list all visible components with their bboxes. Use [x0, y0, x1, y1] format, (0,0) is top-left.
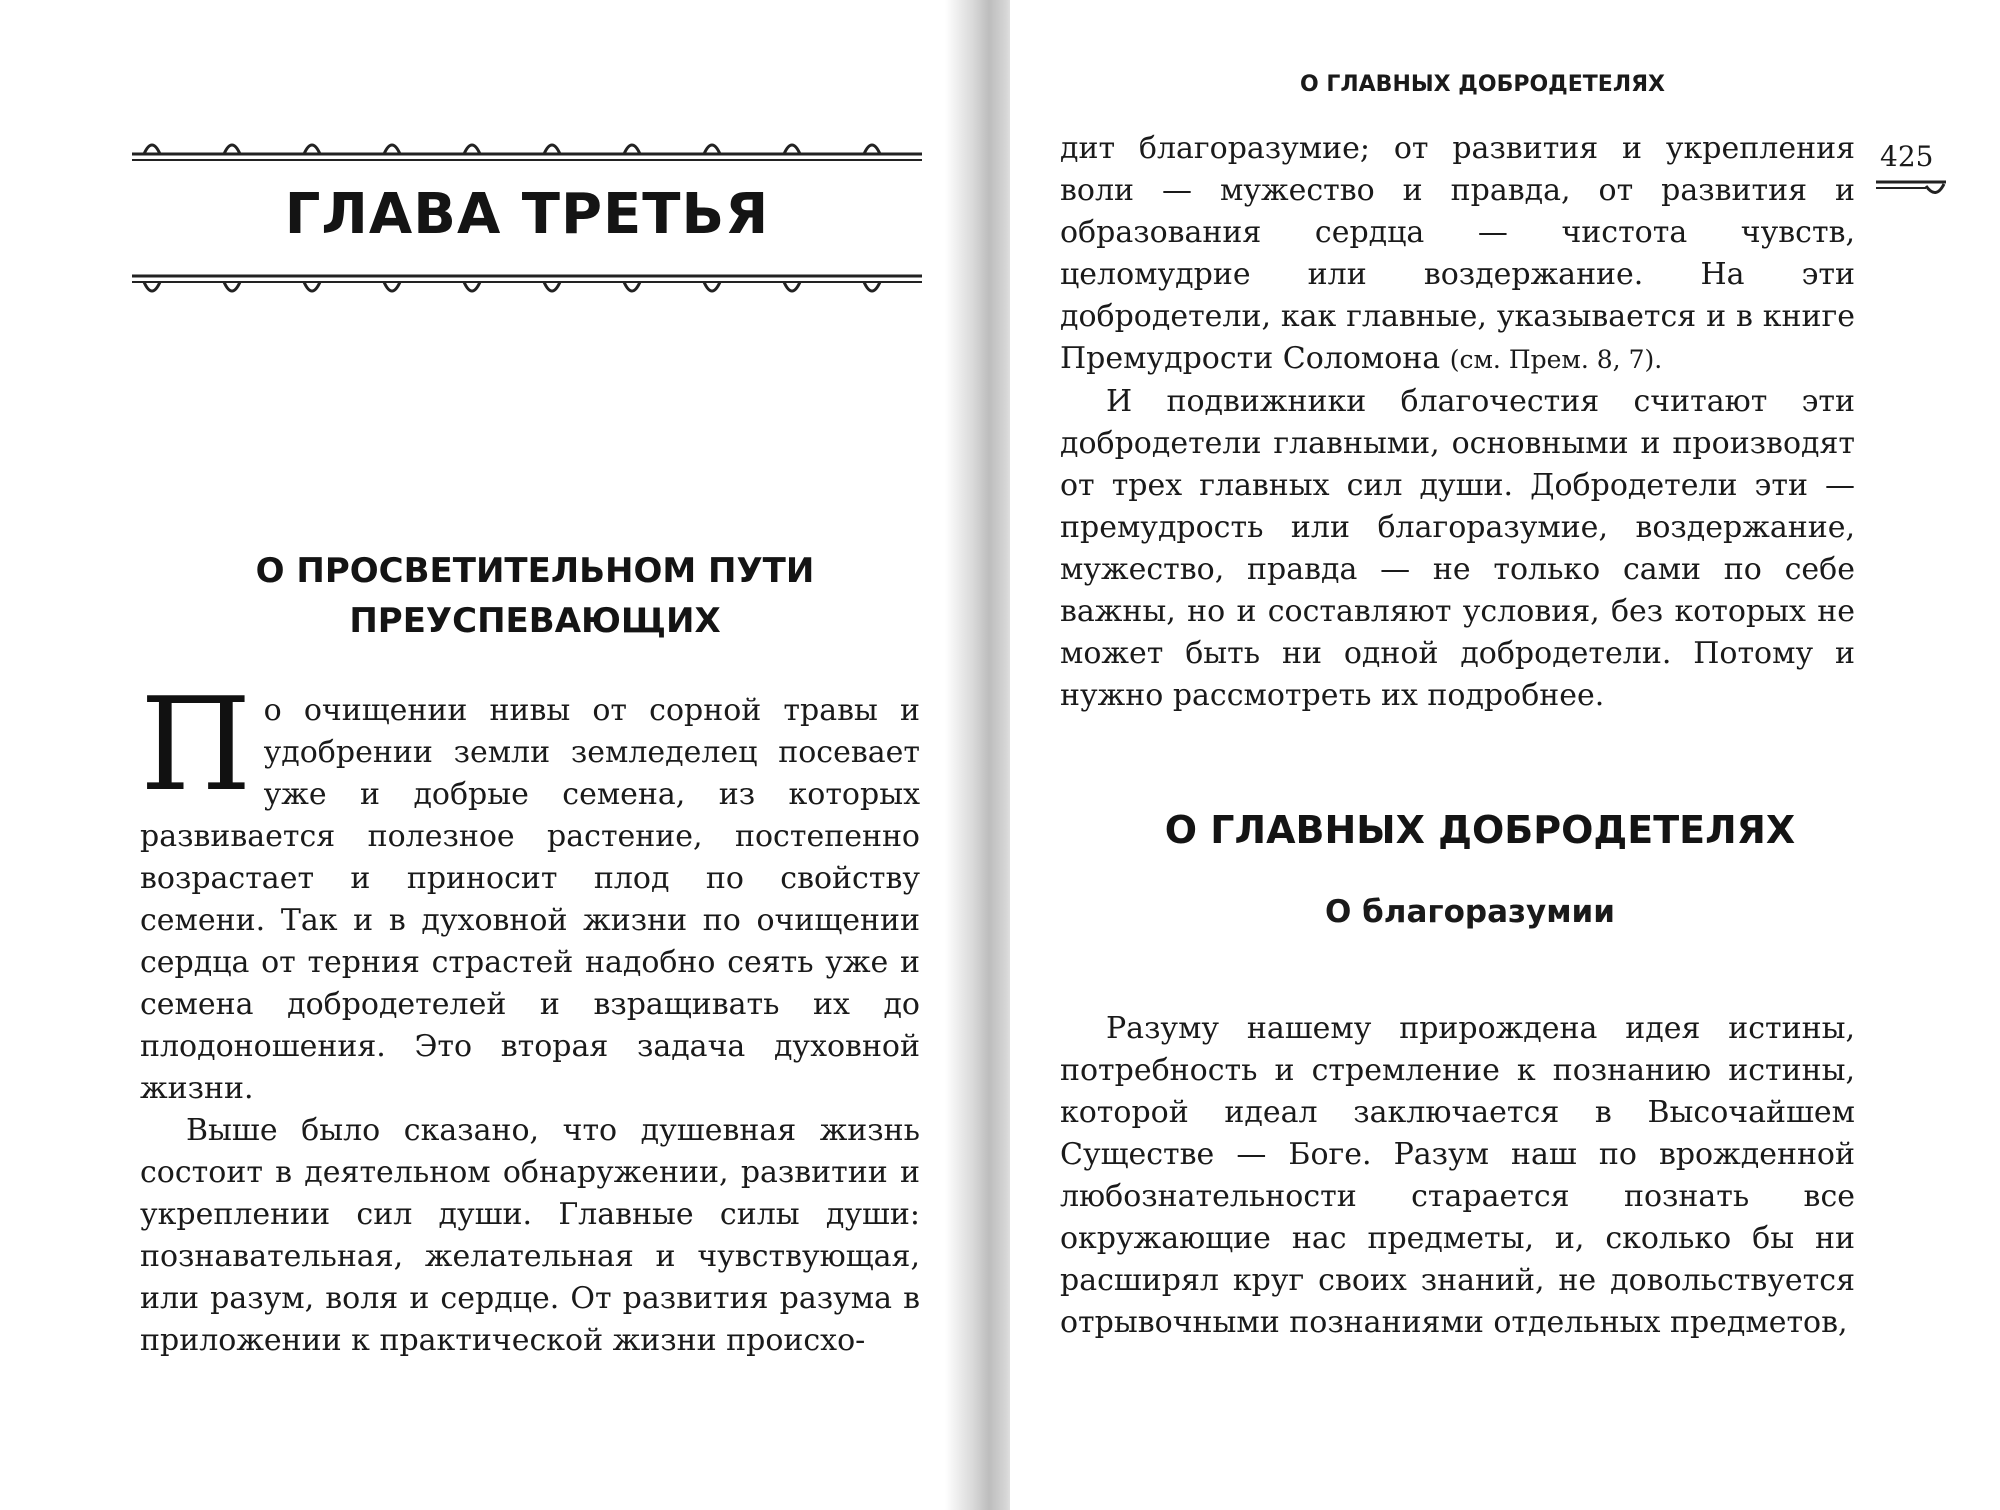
section-title — [170, 546, 900, 646]
section-title-line2: ПРЕУСПЕВАЮЩИХ — [349, 601, 721, 641]
paragraph-2: Выше было сказано, что душевная жизнь состоит в деятельном обнаружении, развитии и укреплении сил души. Главные силы души: познавательная, желательная и чувствующая, или разум, воля и сердце. От развития разума в приложении к практической жизни происхо- — [140, 1113, 920, 1358]
bottom-ornament-rule — [132, 264, 922, 304]
top-ornament-rule — [132, 128, 922, 168]
right-paragraph-1-text: дит благоразумие; от развития и укрепления воли — мужество и правда, от развития и образования сердца — чистота чувств, целомудрие или воздержание. На эти добродетели, как главные, указывается и в книге Премудрости Соломона — [1060, 131, 1855, 376]
paragraph-1-text: о очищении нивы от сорной травы и удобрении земли земледелец посевает уже и добрые семена, из которых развивается полезное растение, постепенно возрастает и приносит плод по свойству семени. Так и в духовной жизни по очищении сердца от терния страстей надобно сеять уже и семена добродетелей и взращивать их до плодоношения. Это вторая задача духовной жизни. — [140, 693, 920, 1106]
right-section-title: О ГЛАВНЫХ ДОБРОДЕТЕЛЯХ — [1164, 808, 1796, 852]
right-paragraph-1 — [1060, 128, 1855, 381]
citation: (см. Прем. 8, 7). — [1449, 345, 1663, 374]
left-body-text — [140, 671, 920, 1362]
right-body-text-top — [1060, 128, 1855, 717]
section-title-line1: О ПРОСВЕТИТЕЛЬНОМ ПУТИ — [255, 551, 815, 591]
running-head: О ГЛАВНЫХ ДОБРОДЕТЕЛЯХ — [1300, 72, 1665, 97]
page-number-flourish-icon — [1876, 176, 1946, 200]
subsection-title: О благоразумии — [1324, 894, 1616, 930]
drop-cap: П — [140, 671, 252, 820]
right-paragraph-3: Разуму нашему прирождена идея истины, потребность и стремление к познанию истины, которой идеал заключается в Высочайшем Существе — Боге. Разум наш по врожденной любознательности старается познать все окружающие нас предметы, и, сколько бы ни расширял круг своих знаний, не довольствуется отрывочными познаниями отдельных предметов, — [1060, 1011, 1855, 1340]
right-paragraph-2: И подвижники благочестия считают эти добродетели главными, основными и производят от трех главных сил души. Добродетели эти — премудрость или благоразумие, воздержание, мужество, правда — не только сами по себе важны, но и составляют условия, без которых не может быть ни одной добродетели. Потому и нужно рассмотреть их подробнее. — [1060, 384, 1855, 713]
chapter-title: ГЛАВА ТРЕТЬЯ — [284, 182, 770, 247]
right-body-text-bottom — [1060, 1008, 1855, 1344]
left-page — [0, 0, 960, 1510]
paragraph-1 — [140, 671, 920, 1110]
page-number: 425 — [1880, 140, 1934, 173]
